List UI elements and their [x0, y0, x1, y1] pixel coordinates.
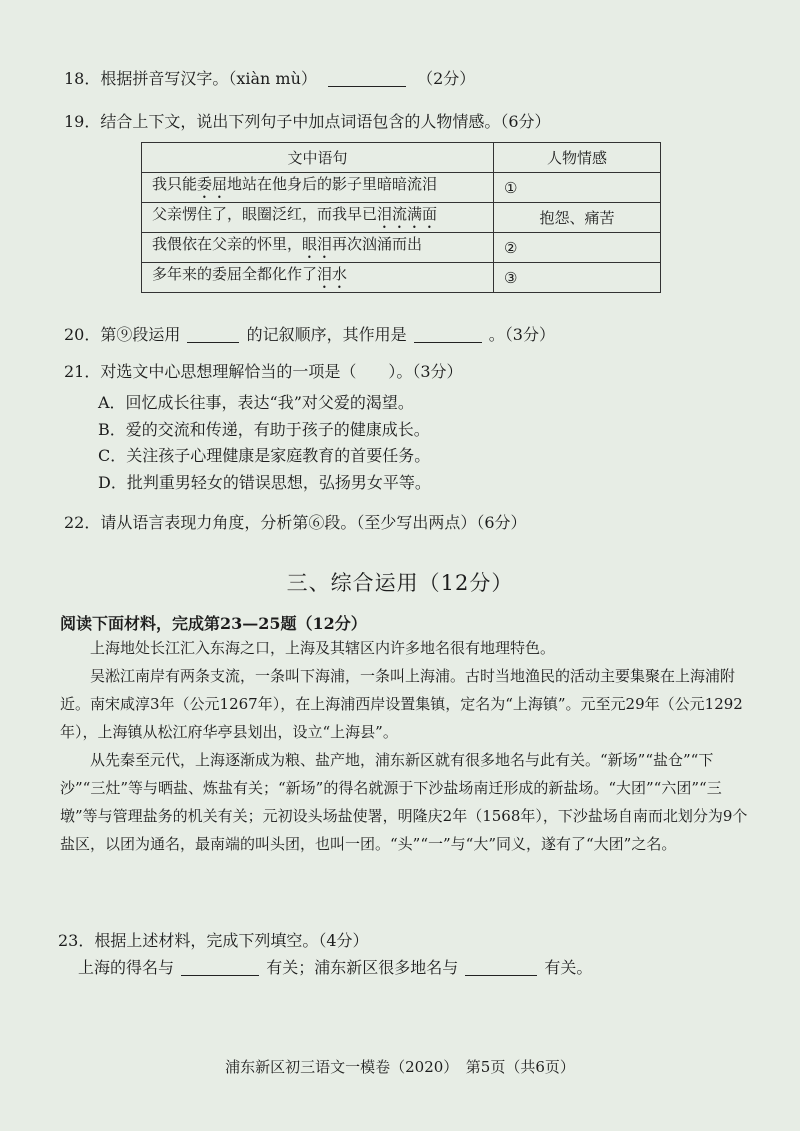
material-paragraph: 吴淞江南岸有两条支流，一条叫下海浦，一条叫上海浦。古时当地渔民的活动主要集聚在上海浦附近。南宋咸淳3年（公元1267年），在上海浦西岸设置集镇，定名为“上海镇”。元至元29年（公元1292年），上海镇从松江府华亭县划出，设立“上海县”。 [60, 667, 743, 741]
emotion-cell: ① [494, 173, 661, 203]
answer-blank [414, 326, 482, 343]
answer-blank [181, 959, 259, 976]
material-paragraph: 上海地处长江汇入东海之口，上海及其辖区内许多地名很有地理特色。 [90, 639, 556, 657]
table-row [142, 203, 661, 233]
answer-blank [187, 326, 239, 343]
material-intro: 阅读下面材料，完成第23—25题（12分） [60, 614, 367, 633]
emotion-cell: ③ [494, 263, 661, 293]
sentence-cell: 我只能委屈地站在他身后的影子里暗暗流泪 [142, 173, 494, 203]
option-a: A．回忆成长往事，表达“我”对父爱的渴望。 [98, 393, 414, 412]
emotion-cell: 抱怨、痛苦 [494, 203, 661, 233]
table-header-sentence: 文中语句 [142, 143, 494, 173]
answer-blank [328, 70, 406, 87]
emotion-table [141, 142, 661, 293]
material-paragraph: 从先秦至元代，上海逐渐成为粮、盐产地，浦东新区就有很多地名与此有关。“新场”“盐仓”“下沙”“三灶”等与晒盐、炼盐有关；“新场”的得名就源于下沙盐场南迁形成的新盐场。“大团”“六团”“三墩”等与管理盐务的机关有关；元初设头场盐使署，明隆庆2年（1568年），下沙盐场自南而北划分为9个盐区，以团为通名，最南端的叫头团，也叫一团。“头”“一”与“大”同义，遂有了“大团”之名。 [60, 751, 748, 853]
question-18: 18．根据拼音写汉字。（xiàn mù） （2分） [64, 69, 476, 88]
emotion-cell: ② [494, 233, 661, 263]
sentence-cell: 父亲愣住了，眼圈泛红，而我早已泪流满面 [142, 203, 494, 233]
page-footer: 浦东新区初三语文一模卷（2020） 第5页（共6页） [225, 1058, 575, 1076]
question-22: 22．请从语言表现力角度，分析第⑥段。（至少写出两点）（6分） [64, 513, 527, 532]
question-23-fill: 上海的得名与 有关；浦东新区很多地名与 有关。 [78, 958, 593, 977]
question-20: 20．第⑨段运用 的记叙顺序，其作用是 。（3分） [64, 325, 555, 344]
sentence-cell: 我偎依在父亲的怀里，眼泪再次汹涌而出 [142, 233, 494, 263]
sentence-cell: 多年来的委屈全都化作了泪水 [142, 263, 494, 293]
table-header-row [142, 143, 661, 173]
table-header-emotion: 人物情感 [494, 143, 661, 173]
option-d: D．批判重男轻女的错误思想，弘扬男女平等。 [98, 473, 431, 492]
table-row [142, 173, 661, 203]
section-title: 三、综合运用（12分） [286, 571, 514, 595]
answer-blank [465, 959, 537, 976]
question-21: 21．对选文中心思想理解恰当的一项是（ ）。（3分） [64, 362, 463, 381]
table-row [142, 263, 661, 293]
question-19: 19．结合上下文，说出下列句子中加点词语包含的人物情感。（6分） [64, 112, 551, 131]
table-row [142, 233, 661, 263]
option-b: B．爱的交流和传递，有助于孩子的健康成长。 [98, 420, 430, 439]
option-c: C．关注孩子心理健康是家庭教育的首要任务。 [98, 446, 431, 465]
question-23: 23．根据上述材料，完成下列填空。（4分） [58, 931, 369, 950]
